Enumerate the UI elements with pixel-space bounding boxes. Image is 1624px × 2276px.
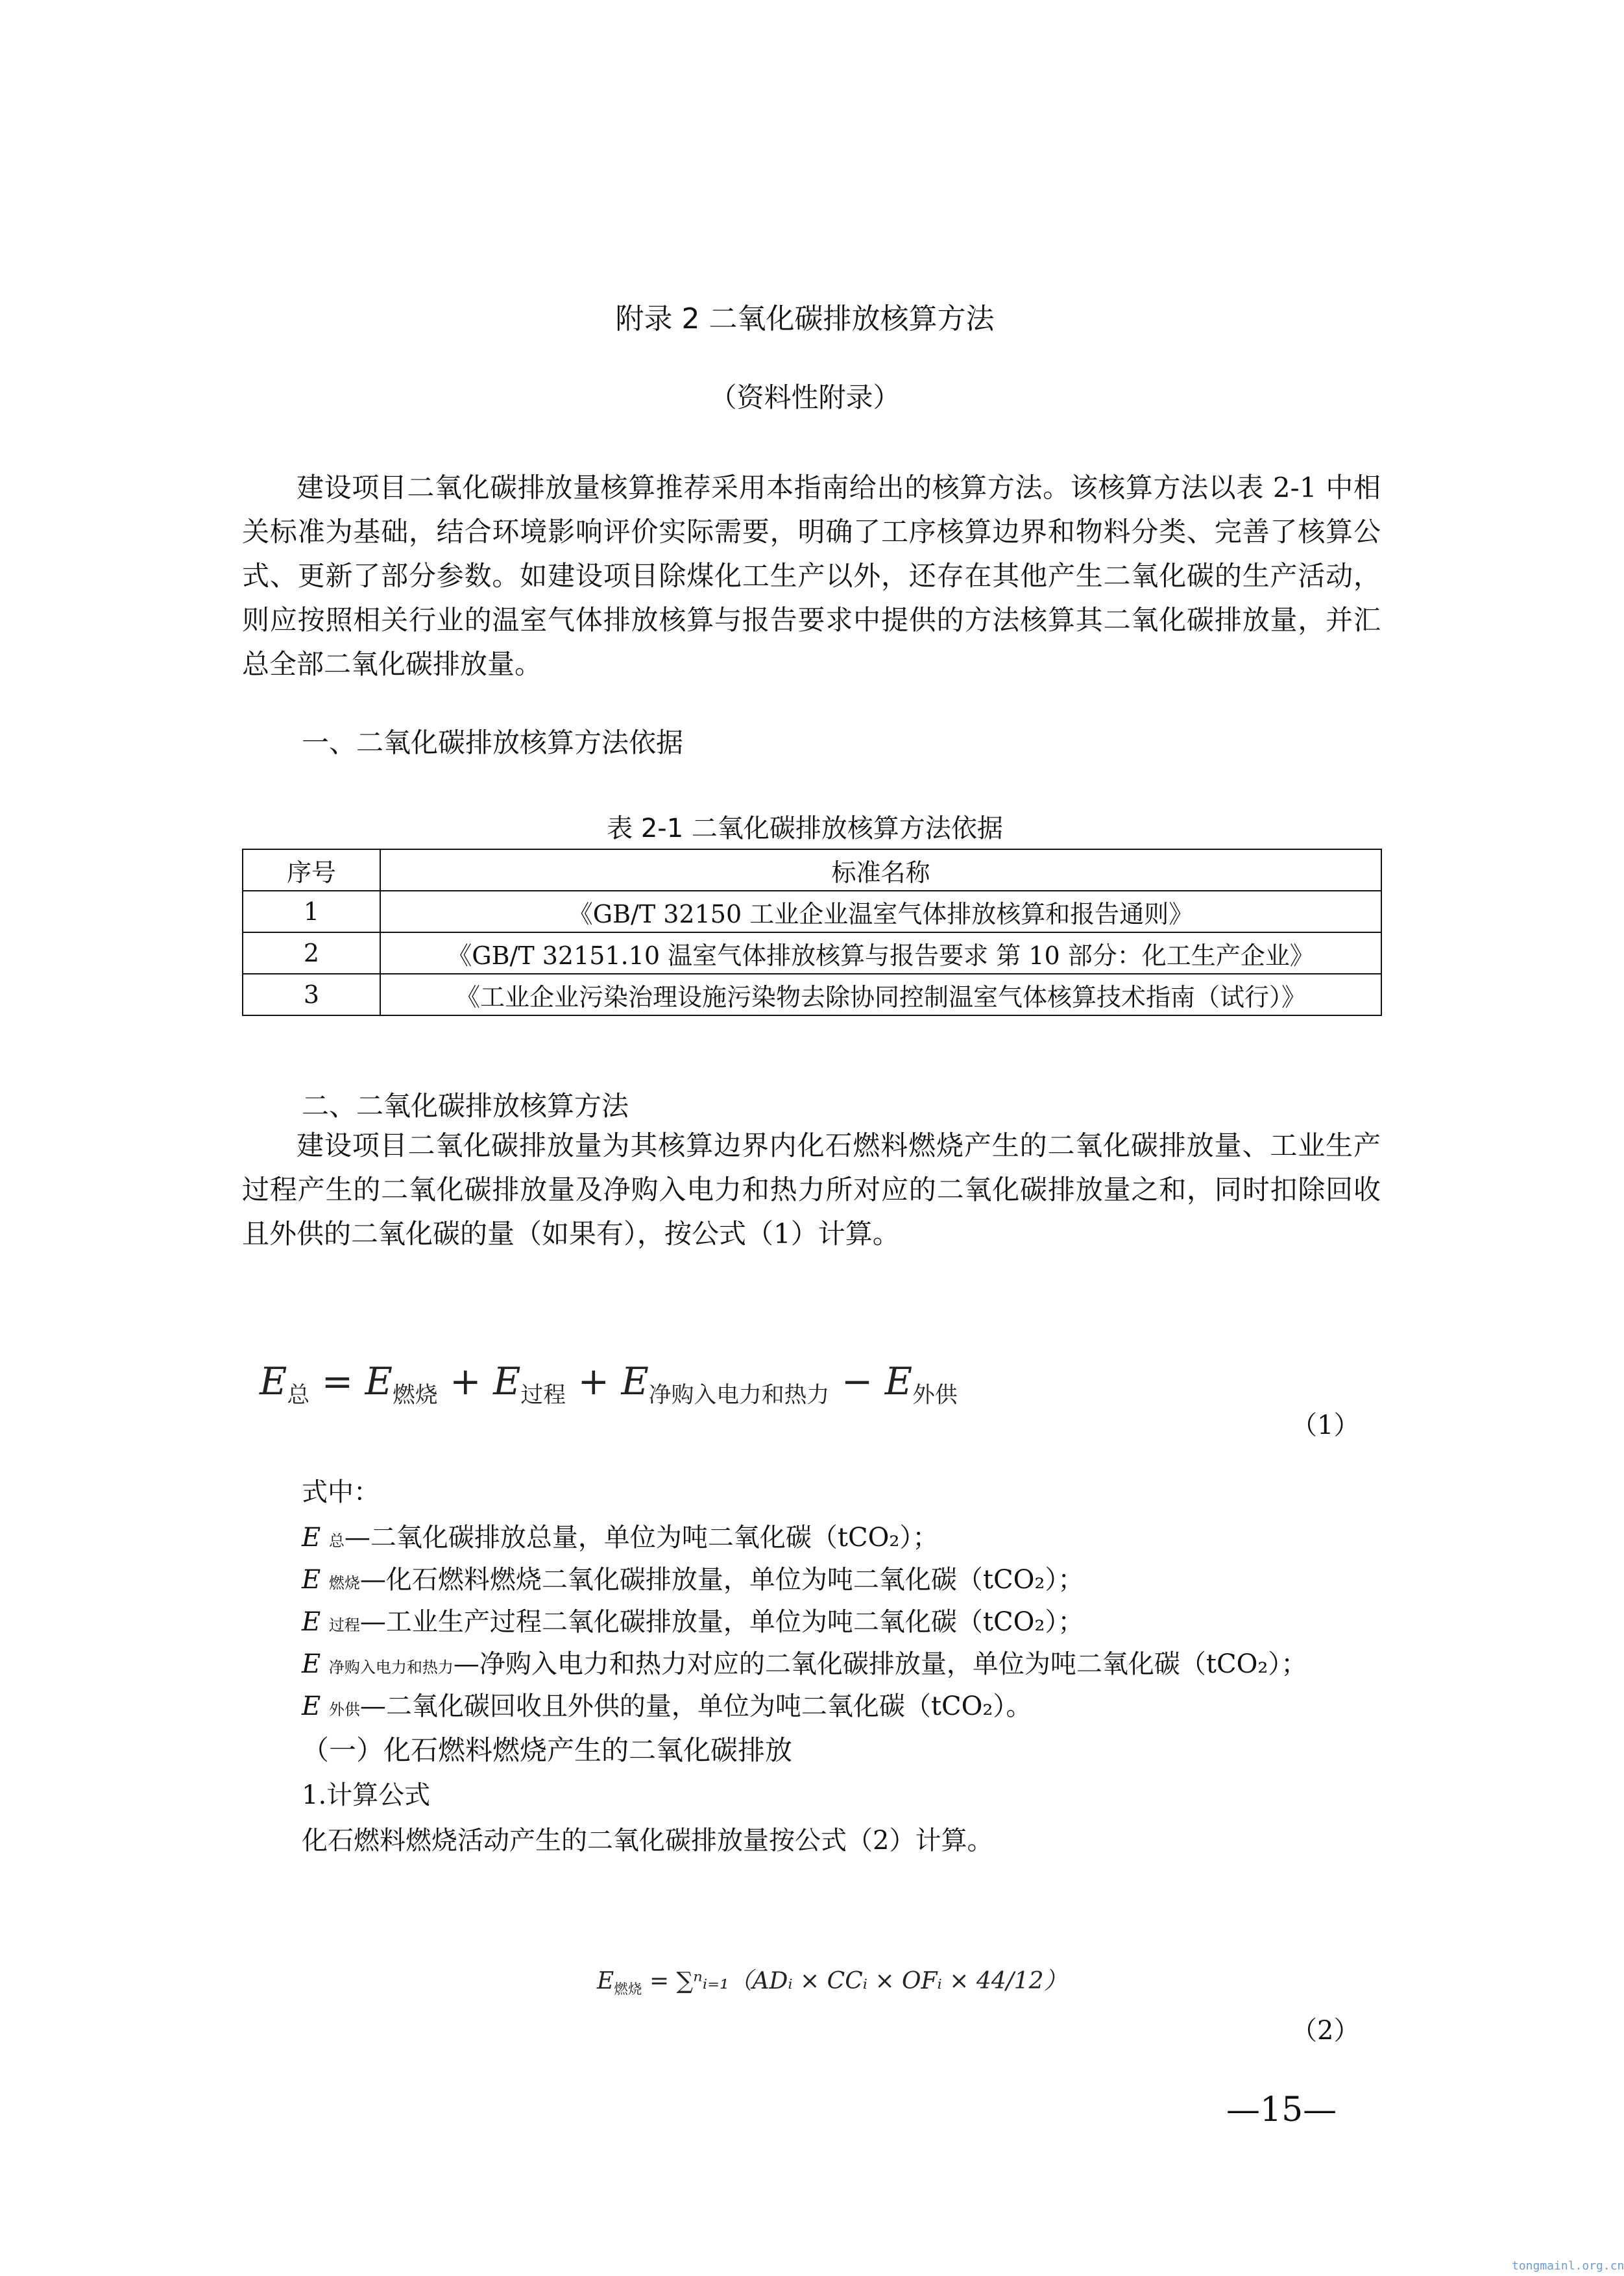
formula-operator: = [321, 1359, 354, 1403]
formula-expression: = ∑ⁿᵢ₌₁（ADᵢ × CCᵢ × OFᵢ × 44/12） [649, 1968, 1067, 1994]
formula-2 [597, 1963, 1067, 1998]
where-label: 式中： [302, 1477, 380, 1507]
definition-symbol: E [302, 1565, 321, 1595]
formula-subscript: 过程 [520, 1382, 566, 1409]
definition-symbol: E [302, 1691, 321, 1721]
formula-operator: + [450, 1359, 481, 1403]
appendix-subtitle: （资料性附录） [709, 381, 901, 413]
formula-symbol: E [365, 1359, 393, 1403]
definition-subscript: 净购入电力和热力 [328, 1658, 454, 1677]
formula-symbol: E [621, 1359, 649, 1403]
formula-subscript: 燃烧 [392, 1382, 438, 1409]
table-cell: 3 [243, 974, 380, 1015]
definition-subscript: 过程 [328, 1616, 360, 1634]
formula-subscript: 净购入电力和热力 [648, 1382, 830, 1409]
definition-symbol: E [302, 1523, 321, 1553]
equation-number-1: （1） [1291, 1410, 1360, 1440]
appendix-title: 附录 2 二氧化碳排放核算方法 [615, 302, 995, 335]
watermark-text: tongmainl.org.cn [1512, 2259, 1624, 2273]
standards-table [242, 849, 1382, 1016]
calc-formula-label: 1.计算公式 [302, 1780, 431, 1810]
formula-symbol: E [260, 1359, 287, 1403]
definition-subscript: 燃烧 [328, 1574, 360, 1592]
definition-text: —二氧化碳回收且外供的量，单位为吨二氧化碳（tCO₂）。 [359, 1691, 1032, 1721]
equation-number-2: （2） [1291, 2016, 1360, 2046]
intro-paragraph: 建设项目二氧化碳排放量核算推荐采用本指南给出的核算方法。该核算方法以表 2-1 中相关标准为基础，结合环境影响评价实际需要，明确了工序核算边界和物料分类、完善了核算公式、更新了部分参数。如建设项目除煤化工生产以外，还存在其他产生二氧化碳的生产活动，则应按照相关行业的温室气体排放核算与报告要求中提供的方法核算其二氧化碳排放量，并汇总全部二氧化碳排放量。 [242, 472, 1381, 680]
definition-text: —工业生产过程二氧化碳排放量，单位为吨二氧化碳（tCO₂）； [359, 1607, 1084, 1637]
table-row [243, 932, 1381, 974]
definition-line [302, 1559, 1084, 1596]
definition-text: —净购入电力和热力对应的二氧化碳排放量，单位为吨二氧化碳（tCO₂）； [453, 1649, 1307, 1679]
definition-line [302, 1601, 1084, 1638]
definition-text: —二氧化碳排放总量，单位为吨二氧化碳（tCO₂）； [344, 1523, 939, 1553]
table-header-cell: 标准名称 [380, 849, 1381, 891]
subsection1-heading: （一）化石燃料燃烧产生的二氧化碳排放 [302, 1734, 793, 1766]
formula-operator: + [577, 1359, 610, 1403]
section2-paragraph: 建设项目二氧化碳排放量为其核算边界内化石燃料燃烧产生的二氧化碳排放量、工业生产过程产生的二氧化碳排放量及净购入电力和热力所对应的二氧化碳排放量之和，同时扣除回收且外供的二氧化碳的量（如果有），按公式（1）计算。 [242, 1130, 1381, 1250]
definition-line [302, 1643, 1307, 1680]
definition-subscript: 外供 [328, 1701, 360, 1719]
definition-subscript: 总 [328, 1532, 345, 1550]
formula-symbol: E [884, 1359, 913, 1403]
table-row [243, 891, 1381, 932]
formula-subscript: 总 [287, 1382, 310, 1409]
formula-symbol: E [493, 1359, 521, 1403]
table-row [243, 974, 1381, 1015]
table-cell: 2 [243, 932, 380, 974]
formula-subscript: 外供 [912, 1382, 958, 1409]
table-cell: 《GB/T 32151.10 温室气体排放核算与报告要求 第 10 部分：化工生产企业》 [380, 932, 1381, 974]
definition-symbol: E [302, 1649, 321, 1679]
table-caption: 表 2-1 二氧化碳排放核算方法依据 [607, 814, 1003, 843]
section1-heading: 一、二氧化碳排放核算方法依据 [302, 727, 684, 758]
formula-1 [260, 1359, 958, 1409]
formula-operator: − [841, 1359, 873, 1403]
calc-sentence: 化石燃料燃烧活动产生的二氧化碳排放量按公式（2）计算。 [302, 1826, 993, 1856]
definition-line [302, 1517, 938, 1554]
formula-subscript: 燃烧 [614, 1981, 642, 1998]
page-number: —15— [1226, 2090, 1337, 2129]
formula-symbol: E [597, 1968, 614, 1994]
definition-line [302, 1686, 1032, 1723]
table-cell: 《工业企业污染治理设施污染物去除协同控制温室气体核算技术指南（试行）》 [380, 974, 1381, 1015]
definition-symbol: E [302, 1607, 321, 1637]
table-header-row [243, 849, 1381, 891]
section2-heading: 二、二氧化碳排放核算方法 [302, 1090, 629, 1122]
table-cell: 1 [243, 891, 380, 932]
table-header-cell: 序号 [243, 849, 380, 891]
table-cell: 《GB/T 32150 工业企业温室气体排放核算和报告通则》 [380, 891, 1381, 932]
definition-text: —化石燃料燃烧二氧化碳排放量，单位为吨二氧化碳（tCO₂）； [359, 1565, 1084, 1595]
